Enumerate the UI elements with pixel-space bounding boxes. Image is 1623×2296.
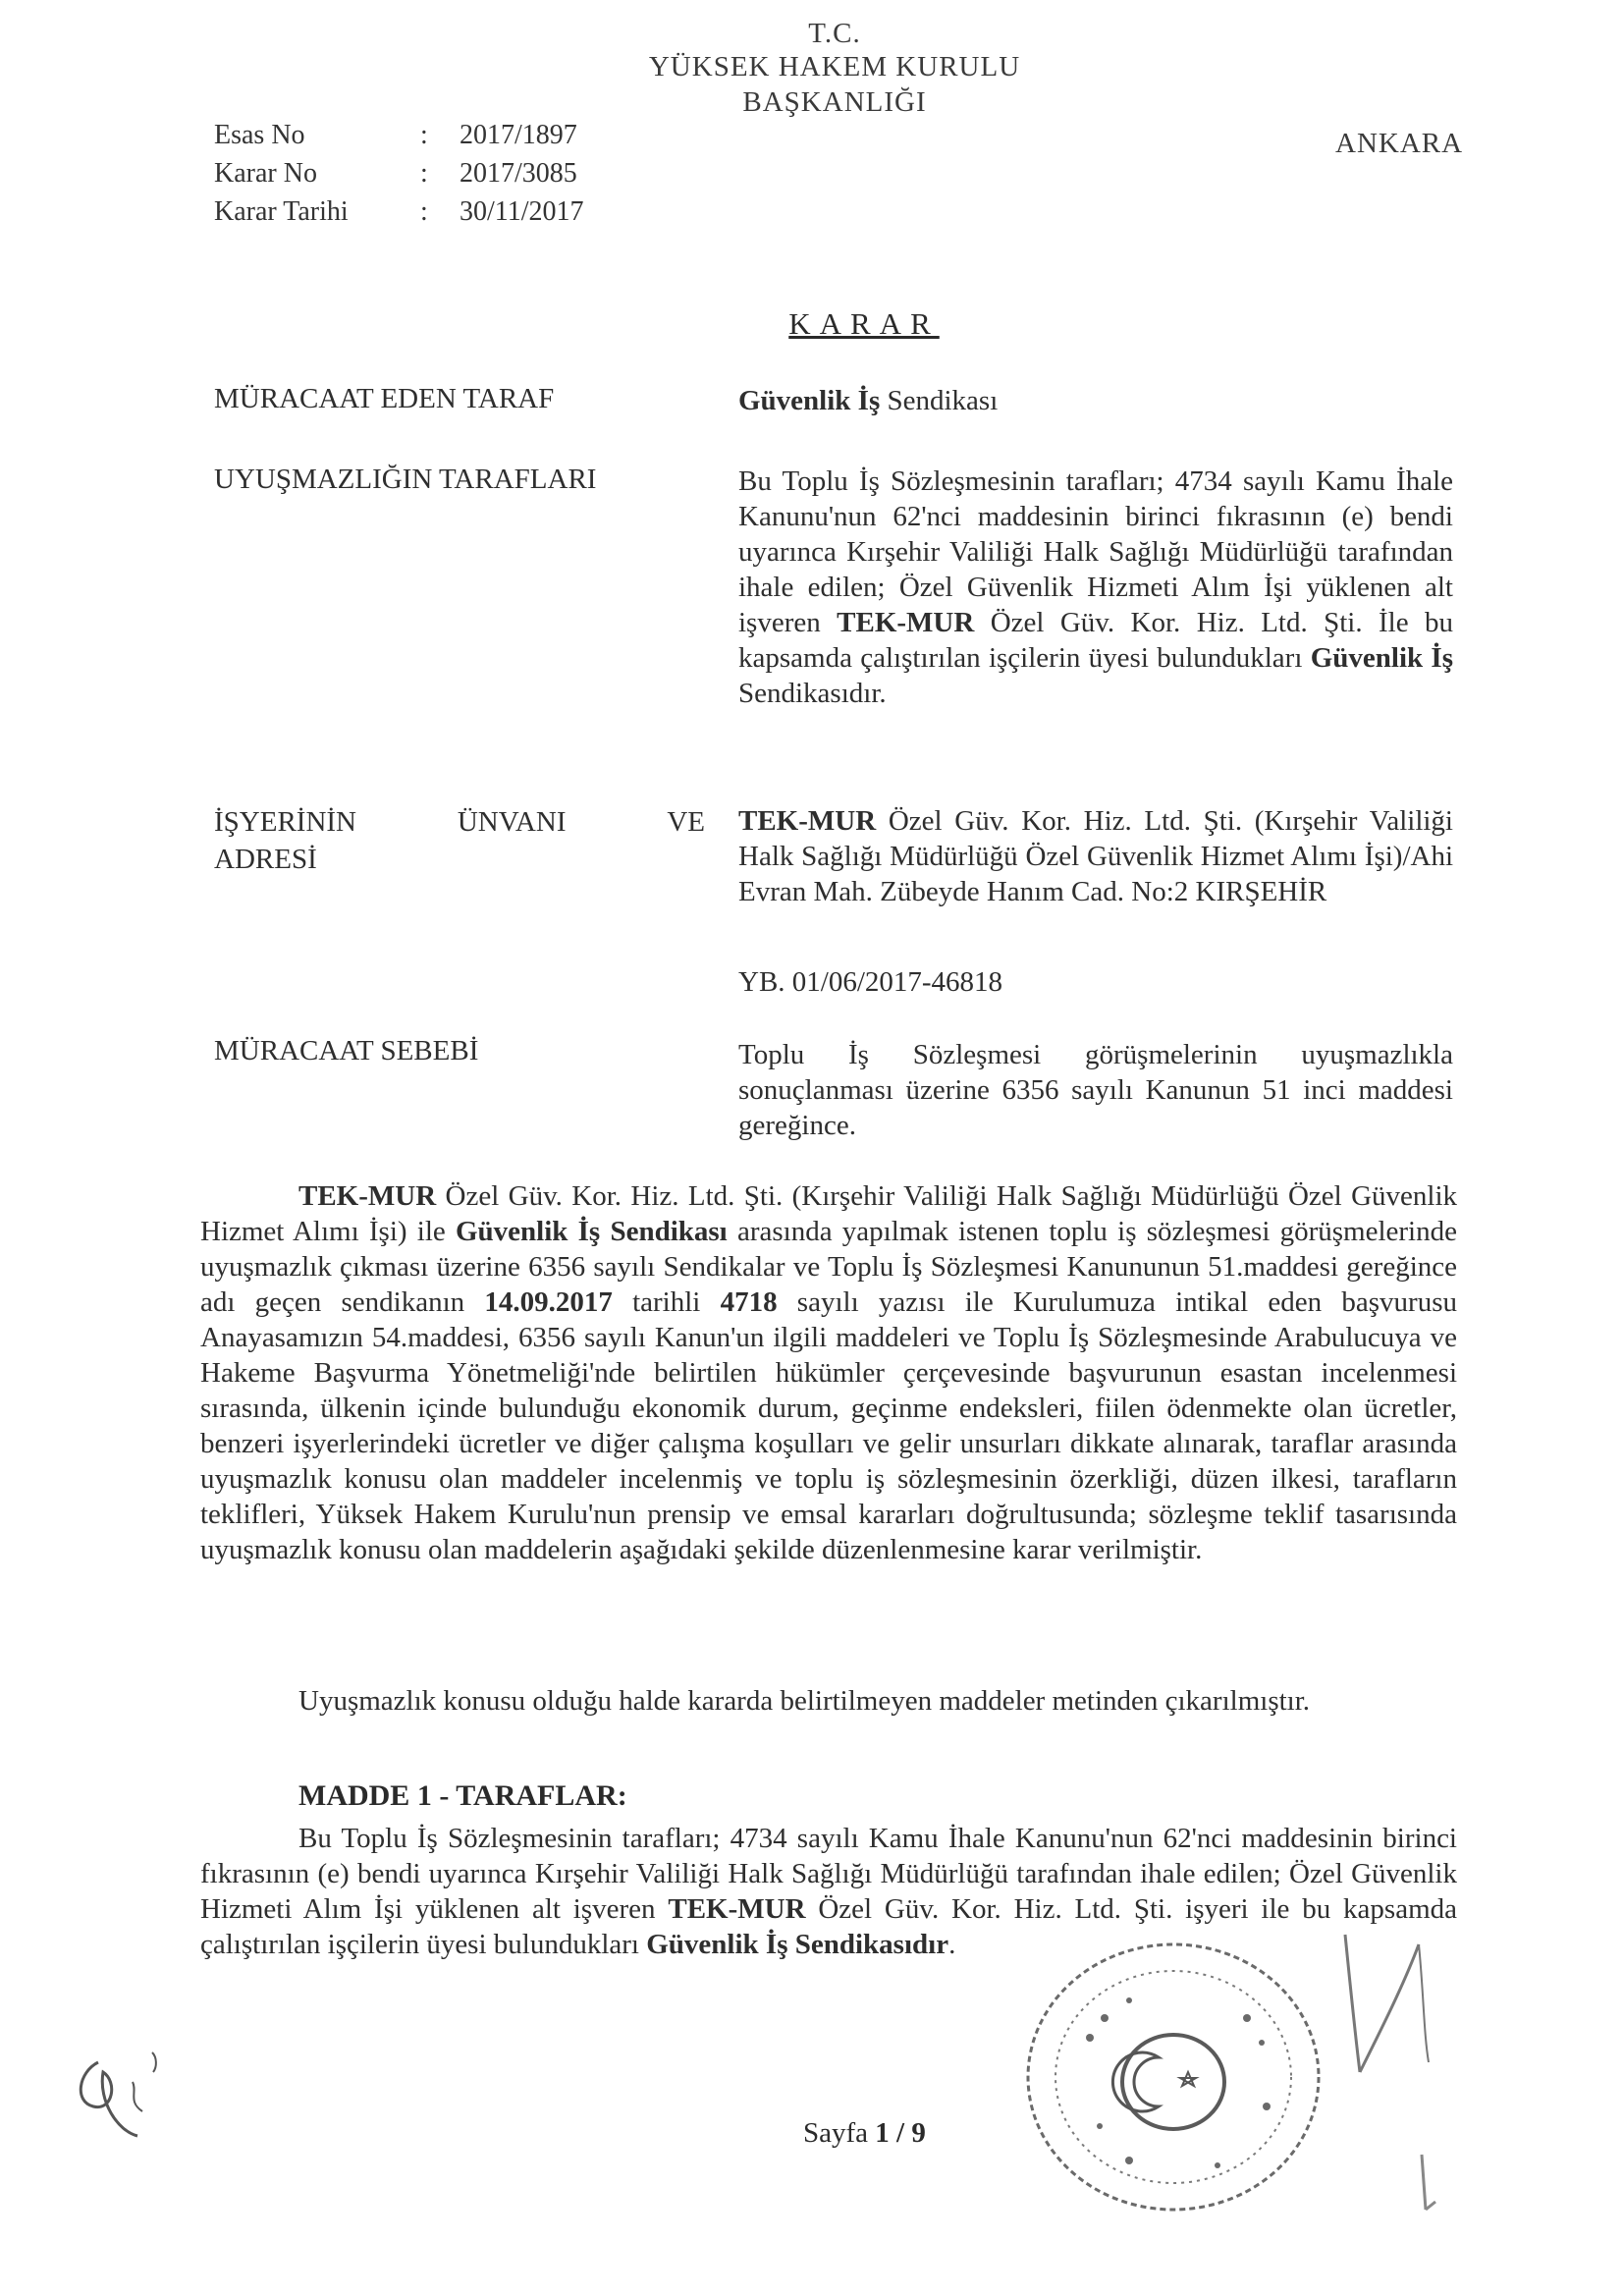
meta-value: 2017/1897 bbox=[460, 120, 577, 150]
applicant-value bbox=[738, 383, 1453, 418]
meta-value: 30/11/2017 bbox=[460, 196, 584, 227]
page-prefix: Sayfa bbox=[803, 2117, 876, 2149]
application-date: 14.09.2017 bbox=[484, 1286, 613, 1318]
article-1-title: MADDE 1 - TARAFLAR: bbox=[298, 1779, 627, 1812]
decision-paragraph bbox=[200, 1178, 1457, 1567]
parties-value bbox=[738, 464, 1453, 711]
applicant-label: MÜRACAAT EDEN TARAF bbox=[214, 383, 555, 414]
applicant-value-rest: Sendikası bbox=[880, 385, 999, 416]
meta-label: Karar No bbox=[214, 158, 317, 189]
official-seal-icon bbox=[1011, 1930, 1335, 2224]
meta-row-esas bbox=[214, 116, 705, 154]
paragraph-text: sayılı yazısı ile Kurulumuza intikal eden başvurusu Anayasamızın 54.maddesi, 6356 sayılı Kanun'un ilgili maddeleri ve Toplu İş Sözleşmesinde Arabulucuya ve Hakeme Başvurma Yönetmeliği'nde belirtilen hükümler çerçevesinde başvurunun esastan incelenmesi sırasında, ülkenin içinde bulunduğu ekonomik durum, geçinme endeksleri, fiilen ödenmekte olan ücretler, benzeri işyerlerindeki ücretler ve diğer çalışma koşulları ve gelir unsurları dikkate alınarak, taraflar arasında uyuşmazlık konusu olan maddeler incelenmiş ve toplu iş sözleşmesinin özerkliği, düzen ilkesi, tarafların teklifleri, Yüksek Hakem Kurulu'nun prensip ve emsal kararları doğrultusunda; sözleşme teklif tasarısında uyuşmazlık konusu olan maddelerin aşağıdaki şekilde düzenlenmesine karar verilmiştir. bbox=[200, 1286, 1458, 1565]
meta-block bbox=[214, 116, 705, 231]
page-count: 1 / 9 bbox=[875, 2117, 926, 2149]
header-institution: YÜKSEK HAKEM KURULU bbox=[648, 51, 1021, 82]
reason-value: Toplu İş Sözleşmesi görüşmelerinin uyuşmazlıkla sonuçlanması üzerine 6356 sayılı Kanunun 51 inci maddesi gereğince. bbox=[738, 1039, 1453, 1141]
workplace-address: Özel Güv. Kor. Hiz. Ltd. Şti. (Kırşehir Valiliği Halk Sağlığı Müdürlüğü Özel Güvenlik Hizmet Alımı İşi)/Ahi Evran Mah. Zübeyde Hanım Cad. No:2 KIRŞEHİR bbox=[738, 805, 1453, 907]
paragraph-text: tarihli bbox=[612, 1286, 721, 1318]
signature-icon bbox=[1325, 1925, 1443, 2092]
union-name: Güvenlik İş bbox=[738, 385, 881, 416]
employer-name: TEK-MUR bbox=[738, 805, 877, 837]
employer-name: TEK-MUR bbox=[298, 1180, 437, 1212]
workplace-label-word: ÜNVANI bbox=[457, 806, 567, 838]
meta-sep: : bbox=[420, 120, 428, 150]
meta-row-karar bbox=[214, 154, 705, 192]
workplace-label-word: İŞYERİNİN bbox=[214, 806, 356, 838]
union-name: Güvenlik İş bbox=[1310, 642, 1454, 674]
meta-row-tarih bbox=[214, 192, 705, 231]
paragraph-text: Özel Güv. Kor. Hiz. Ltd. Şti. (Kırşehir Valiliği Halk Sağlığı Müdürlüğü Özel Güvenlik Hizmet Alımı İşi) ile bbox=[200, 1180, 1457, 1247]
handwritten-initial-icon bbox=[59, 2043, 177, 2151]
union-name: Güvenlik İş Sendikasıdır bbox=[646, 1929, 949, 1960]
workplace-yb: YB. 01/06/2017-46818 bbox=[738, 966, 1003, 998]
header-presidency: BAŞKANLIĞI bbox=[742, 86, 927, 118]
workplace-label-word: ADRESİ bbox=[214, 844, 317, 875]
page-number bbox=[803, 2117, 926, 2150]
employer-name: TEK-MUR bbox=[668, 1893, 806, 1925]
application-number: 4718 bbox=[720, 1286, 778, 1318]
article-text: Bu Toplu İş Sözleşmesinin tarafları; 4734 sayılı Kamu İhale Kanunu'nun 62'nci maddesinin birinci fıkrasının (e) bendi uyarınca Kırşehir Valiliği Halk Sağlığı Müdürlüğü tarafından ihale edilen; Özel Güvenlik Hizmeti Alım İşi yüklenen alt işveren bbox=[200, 1823, 1457, 1925]
parties-text-1: Bu Toplu İş Sözleşmesinin tarafları; 4734 sayılı Kamu İhale Kanunu'nun 62'nci maddesinin birinci fıkrasının (e) bendi uyarınca Kırşehir Valiliği Halk Sağlığı Müdürlüğü tarafından ihale edilen; Özel Güvenlik Hizmeti Alım İşi yüklenen alt işveren bbox=[738, 465, 1453, 638]
paragraph-text: arasında yapılmak istenen toplu iş sözleşmesi görüşmelerinde uyuşmazlık çıkması üzerine 6356 sayılı Sendikalar ve Toplu İş Sözleşmesi Kanununun 51.maddesi gereğince adı geçen sendikanın bbox=[200, 1216, 1457, 1318]
document-title: KARAR bbox=[788, 306, 940, 341]
workplace-label-word: VE bbox=[667, 806, 705, 838]
employer-name: TEK-MUR bbox=[837, 607, 975, 638]
header-tc: T.C. bbox=[808, 18, 861, 49]
meta-sep: : bbox=[420, 196, 428, 227]
meta-sep: : bbox=[420, 158, 428, 189]
parties-text-2: Özel Güv. Kor. Hiz. Ltd. Şti. İle bu kapsamda çalıştırılan işçilerin üyesi bulundukları bbox=[738, 607, 1453, 674]
article-text: Özel Güv. Kor. Hiz. Ltd. Şti. işyeri ile bu kapsamda çalıştırılan işçilerin üyesi bulundukları bbox=[200, 1893, 1457, 1960]
meta-value: 2017/3085 bbox=[460, 158, 577, 189]
reason-label: MÜRACAAT SEBEBİ bbox=[214, 1035, 479, 1066]
meta-label: Esas No bbox=[214, 120, 305, 150]
union-name: Güvenlik İş Sendikası bbox=[455, 1216, 728, 1247]
initial-mark-icon bbox=[1414, 2151, 1443, 2219]
parties-text-3: Sendikasıdır. bbox=[738, 678, 887, 709]
article-text: . bbox=[948, 1929, 956, 1960]
workplace-value bbox=[738, 803, 1453, 909]
parties-label: UYUŞMAZLIĞIN TARAFLARI bbox=[214, 464, 597, 495]
header-city: ANKARA bbox=[1335, 128, 1464, 159]
workplace-label bbox=[214, 803, 705, 878]
meta-label: Karar Tarihi bbox=[214, 196, 349, 227]
removed-articles-paragraph: Uyuşmazlık konusu olduğu halde kararda belirtilmeyen maddeler metinden çıkarılmıştır. bbox=[298, 1685, 1311, 1717]
